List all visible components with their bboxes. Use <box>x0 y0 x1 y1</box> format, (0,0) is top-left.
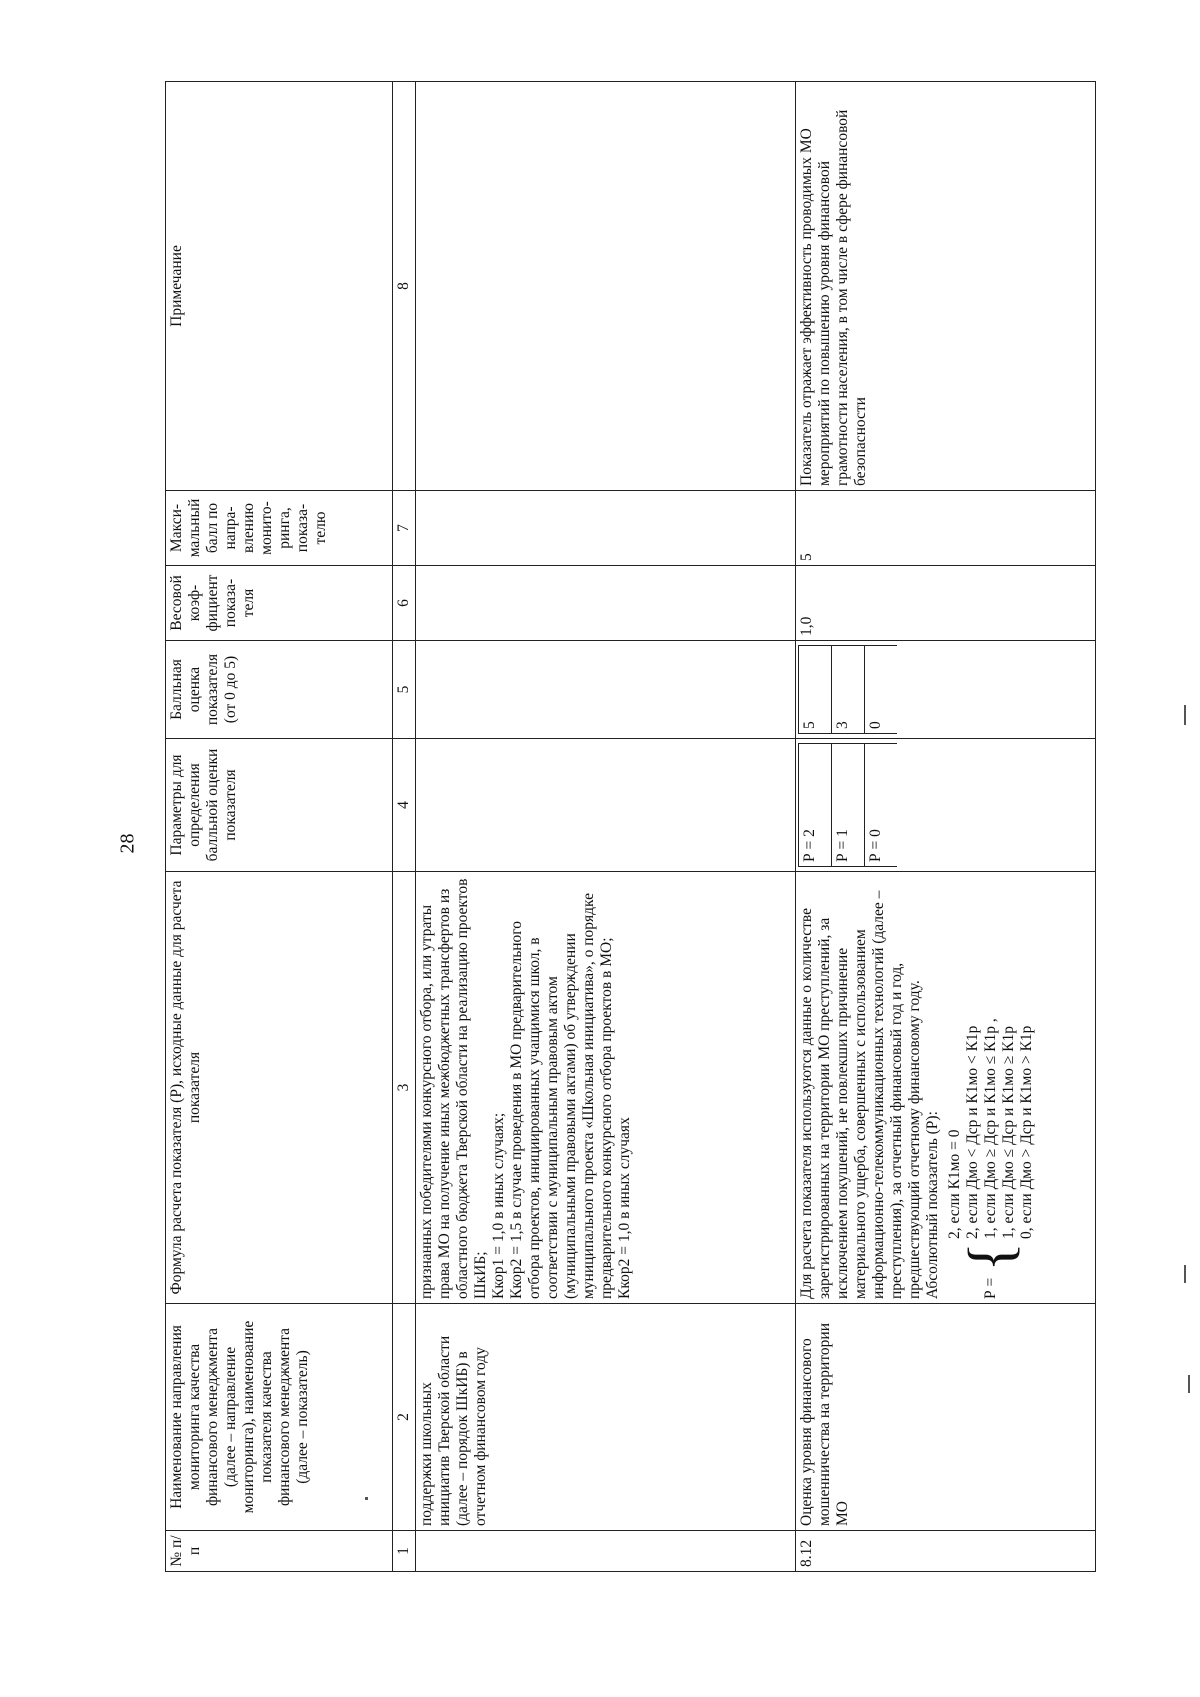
scan-mark <box>365 1497 368 1500</box>
params-subtable <box>798 743 897 867</box>
rotated-table-container <box>165 82 1096 1572</box>
row-weight <box>416 566 796 641</box>
case-line: 0, если Дмо > Дср и К1мо > К1р <box>1018 1025 1035 1239</box>
formula-cases <box>946 876 1036 1299</box>
row-name: Оценка уровня финансового мошенничества на территории МО <box>796 1304 1096 1531</box>
case-line: 1, если Дмо ≥ Дср и К1мо ≤ К1р , <box>982 1018 999 1239</box>
header-score: Балльная оценка показателя (от 0 до 5) <box>166 641 393 739</box>
row-formula <box>416 872 796 1304</box>
row-score <box>796 641 1096 739</box>
column-number: 7 <box>393 491 416 566</box>
row-note <box>416 82 796 491</box>
criteria-table <box>165 81 1096 1572</box>
brace-icon: { <box>957 1241 1025 1272</box>
page-number: 28 <box>116 833 139 854</box>
param-value: Р = 0 <box>865 744 898 867</box>
column-number: 2 <box>393 1304 416 1531</box>
cases-list <box>946 1018 1036 1239</box>
row-params <box>796 739 1096 872</box>
header-num: № п/п <box>166 1531 393 1572</box>
abs-label: Абсолютный показатель (Р): <box>924 1111 941 1299</box>
header-row <box>166 82 393 1572</box>
scan-mark <box>1184 705 1186 725</box>
header-params: Параметры для определения балльной оценки показателя <box>166 739 393 872</box>
scores-subtable <box>798 645 897 734</box>
header-formula: Формула расчета показателя (Р), исходные данные для расчета показателя <box>166 872 393 1304</box>
column-number: 8 <box>393 82 416 491</box>
row-name: поддержки школьных инициатив Тверской области (далее – порядок ШкИБ) в отчетном финансовом году <box>416 1304 796 1531</box>
param-value: Р = 2 <box>799 744 832 867</box>
row-note: Показатель отражает эффективность проводимых МО мероприятий по повышению уровня финансовой грамотности населения, в том числе в сфере финансовой безопасности <box>796 82 1096 491</box>
formula-text: Для расчета показателя используются данные о количестве зарегистрированных на территории МО преступлений, за исключением покушений, не повлекших причинение материального ущерба, совершенных с использованием информационно-телекоммуникационных технологий (далее – преступления), за отчетный финансовый год и год, предшествующий отчетному финансовому году. <box>798 890 923 1299</box>
column-number: 1 <box>393 1531 416 1572</box>
column-number: 5 <box>393 641 416 739</box>
case-line: 2, если Дмо < Дср и К1мо < К1р <box>964 1025 981 1239</box>
header-max: Макси-мальный балл по напра-влению монито-ринга, показа-телю <box>166 491 393 566</box>
score-value: 0 <box>865 646 898 734</box>
p-label: Р = <box>982 1277 999 1299</box>
column-number: 4 <box>393 739 416 872</box>
row-score <box>416 641 796 739</box>
row-max: 5 <box>796 491 1096 566</box>
header-note: Примечание <box>166 82 393 491</box>
table-row-8-12 <box>796 82 1096 1572</box>
case-line: 2, если К1мо = 0 <box>946 1129 963 1239</box>
param-value: Р = 1 <box>832 744 865 867</box>
column-number-row <box>393 82 416 1572</box>
scan-mark <box>1184 1265 1186 1283</box>
row-num: 8.12 <box>796 1531 1096 1572</box>
header-name: Наименование направления мониторинга качества финансового менеджмента (далее – направление мониторинга), наименование показателя качества финансового менеджмента (далее – показатель) <box>166 1304 393 1531</box>
case-line: 1, если Дмо ≤ Дср и К1мо ≥ К1р <box>1000 1026 1017 1239</box>
table-row-continued <box>416 82 796 1572</box>
formula-line: Ккор2 = 1,0 в иных случаях <box>616 1117 633 1299</box>
scan-mark <box>1188 1375 1190 1393</box>
column-number: 6 <box>393 566 416 641</box>
formula-line: Ккор2 = 1,5 в случае проведения в МО предварительного отбора проектов, инициированных учащимися школ, в соответствии с муниципальным правовым актом (муниципальными правовыми актами) об утверждении муниципального проекта «Школьная инициатива», о порядке предварительного конкурсного отбора проектов в МО; <box>508 892 615 1299</box>
header-weight: Весовой коэф-фициент показа-теля <box>166 566 393 641</box>
score-value: 5 <box>799 646 832 734</box>
formula-line: признанных победителями конкурсного отбора, или утраты права МО на получение иных межбюджетных трансфертов из областного бюджета Тверской области на реализацию проектов ШкИБ; <box>418 878 489 1299</box>
formula-line: Ккор1 = 1,0 в иных случаях; <box>490 1112 507 1299</box>
row-max <box>416 491 796 566</box>
row-formula <box>796 872 1096 1304</box>
score-value: 3 <box>832 646 865 734</box>
row-weight: 1,0 <box>796 566 1096 641</box>
column-number: 3 <box>393 872 416 1304</box>
row-params <box>416 739 796 872</box>
row-num <box>416 1531 796 1572</box>
